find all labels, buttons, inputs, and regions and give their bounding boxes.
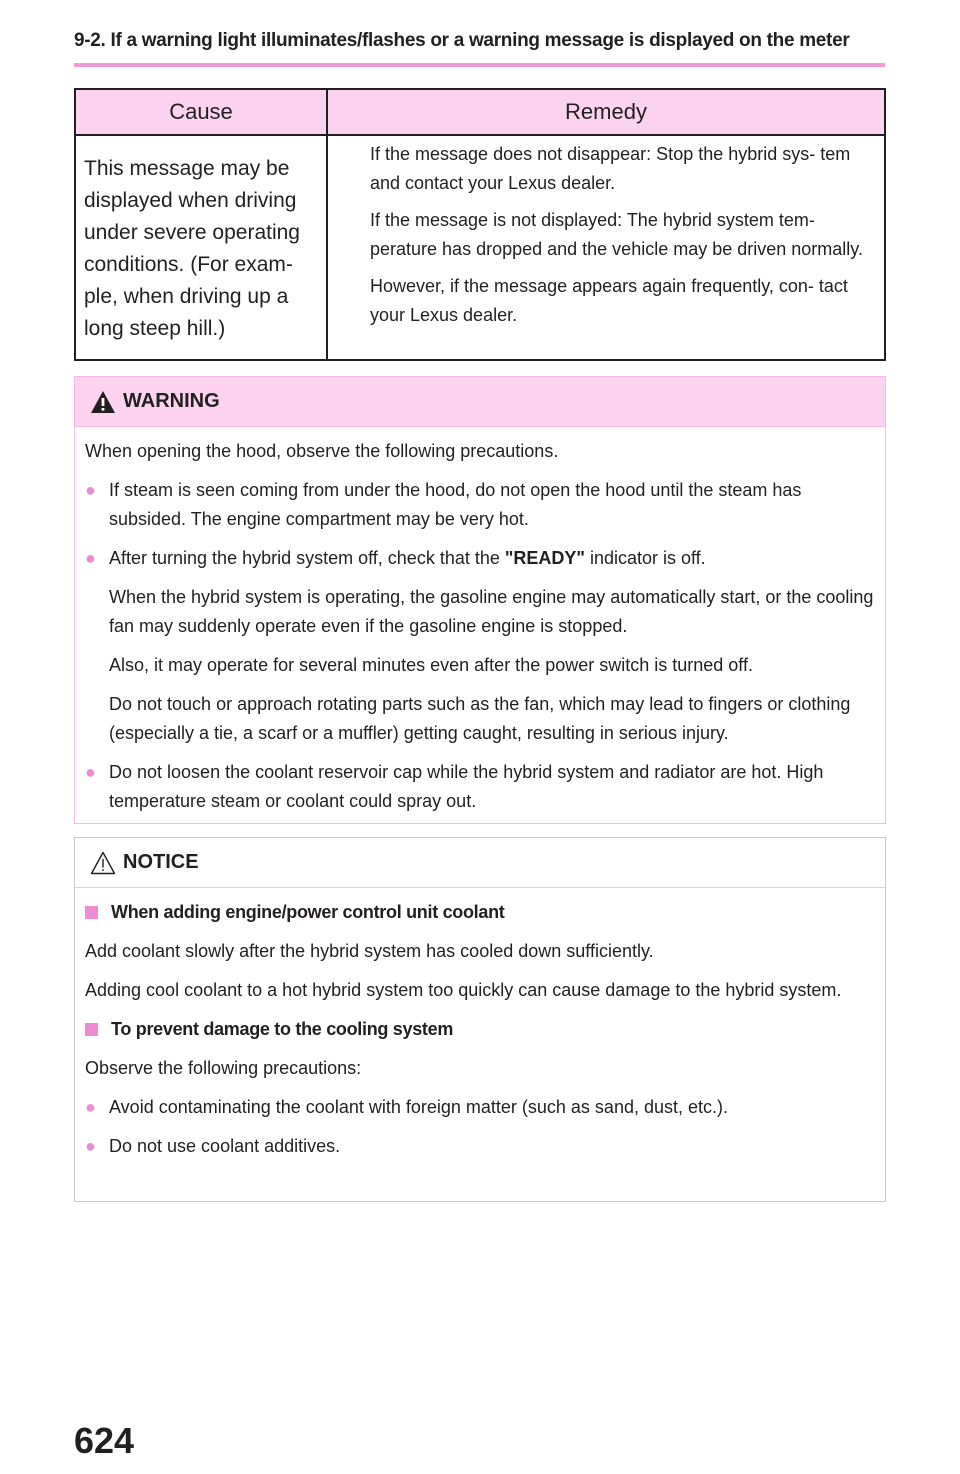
- square-bullet-icon: [85, 1023, 98, 1036]
- warning-intro: When opening the hood, observe the following precautions.: [85, 441, 559, 461]
- warning-bullet: ● After turning the hybrid system off, check that the "READY" indicator is off.: [85, 544, 875, 573]
- warning-triangle-icon: [89, 389, 117, 415]
- square-bullet-icon: [85, 906, 98, 919]
- warning-box: [74, 376, 886, 824]
- notice-paragraph: Add coolant slowly after the hybrid system has cooled down sufficiently.: [85, 941, 654, 961]
- bullet-icon: ●: [85, 480, 96, 500]
- remedy-paragraph: However, if the message appears again frequently, con- tact your Lexus dealer.: [370, 276, 848, 325]
- column-header-cause: Cause: [75, 89, 327, 135]
- warning-continuation: When the hybrid system is operating, the gasoline engine may automatically start, or the cooling fan may suddenly operate even if the gasoline engine is stopped.: [109, 587, 874, 636]
- notice-subheading: To prevent damage to the cooling system: [85, 1015, 875, 1044]
- page-header: 9-2. If a warning light illuminates/flashes or a warning message is displayed on the meter: [74, 30, 850, 51]
- bullet-icon: ●: [85, 548, 96, 568]
- cause-line: conditions. (For exam-: [84, 253, 293, 276]
- cause-line: displayed when driving: [84, 189, 297, 212]
- ready-indicator-label: "READY": [504, 548, 585, 568]
- cause-line: under severe operating: [84, 221, 300, 244]
- cause-remedy-table: [74, 88, 886, 361]
- column-header-remedy: Remedy: [327, 89, 885, 135]
- cause-cell: [75, 135, 327, 360]
- remedy-paragraph: If the message does not disappear: Stop the hybrid sys- tem and contact your Lexus dealer.: [370, 144, 851, 193]
- notice-paragraph: Observe the following precautions:: [85, 1058, 362, 1078]
- cause-line: long steep hill.): [84, 317, 226, 340]
- notice-header: [75, 838, 885, 888]
- bullet-icon: ●: [85, 1136, 96, 1156]
- notice-subheading: When adding engine/power control unit coolant: [85, 898, 875, 927]
- bullet-icon: ●: [85, 762, 96, 782]
- caution-outline-icon: [89, 850, 117, 876]
- warning-bullet: ● If steam is seen coming from under the hood, do not open the hood until the steam has subsided. The engine compartment may be very hot.: [85, 476, 875, 534]
- notice-bullet: ● Avoid contaminating the coolant with foreign matter (such as sand, dust, etc.).: [85, 1093, 875, 1122]
- notice-bullet: ● Do not use coolant additives.: [85, 1132, 875, 1161]
- bullet-icon: ●: [85, 1097, 96, 1117]
- warning-continuation: Do not touch or approach rotating parts such as the fan, which may lead to fingers or clothing (especially a tie, a scarf or a muffler) getting caught, resulting in serious injury.: [109, 694, 851, 743]
- cause-line: This message may be: [84, 157, 290, 180]
- notice-box: [74, 837, 886, 1202]
- remedy-cell: [327, 135, 885, 360]
- warning-title: WARNING: [123, 390, 220, 412]
- cause-line: ple, when driving up a: [84, 285, 289, 308]
- warning-header: [75, 377, 885, 427]
- notice-paragraph: Adding cool coolant to a hot hybrid system too quickly can cause damage to the hybrid system.: [85, 980, 842, 1000]
- notice-title: NOTICE: [123, 851, 199, 873]
- page-number: 624: [74, 1420, 135, 1461]
- warning-continuation: Also, it may operate for several minutes even after the power switch is turned off.: [109, 655, 753, 675]
- remedy-paragraph: If the message is not displayed: The hybrid system tem- perature has dropped and the vehicle may be driven normally.: [370, 210, 863, 259]
- warning-bullet: ● Do not loosen the coolant reservoir cap while the hybrid system and radiator are hot. High temperature steam or coolant could spray out.: [85, 758, 875, 816]
- header-rule: [74, 63, 885, 67]
